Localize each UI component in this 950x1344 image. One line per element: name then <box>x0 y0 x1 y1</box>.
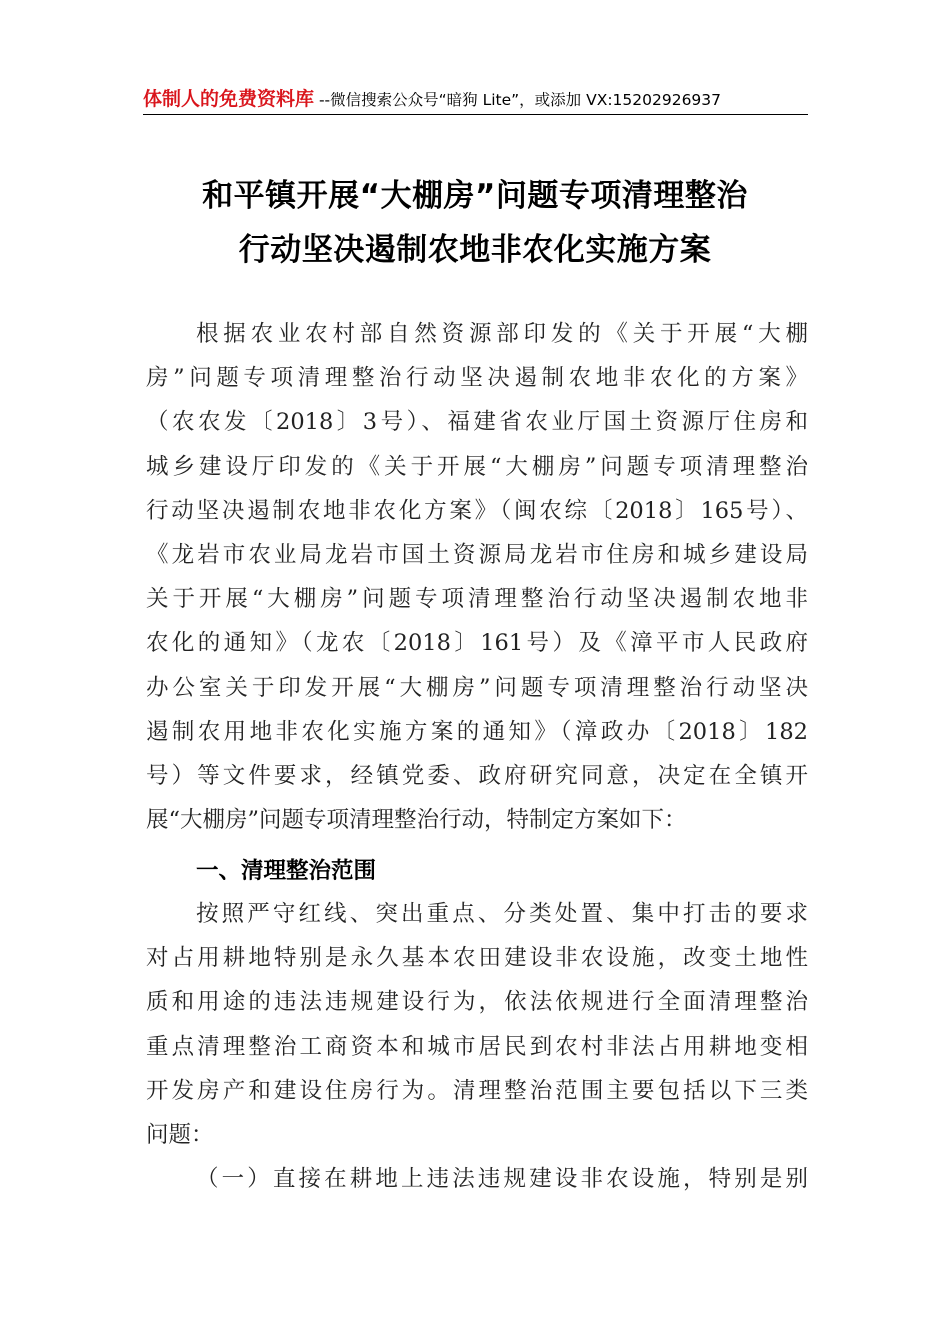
paragraph-line: 根据农业农村部自然资源部印发的《关于开展“大棚 <box>196 321 808 347</box>
paragraph-line: 展“大棚房”问题专项清理整治行动，特制定方案如下： <box>146 807 687 834</box>
paragraph-line: 问题： <box>146 1121 214 1148</box>
paragraph-line: 行动坚决遏制农地非农化方案》（闽农综〔2018〕165号）、 <box>146 497 808 524</box>
intro-paragraph <box>146 312 808 842</box>
page-header <box>143 84 808 115</box>
section-1-paragraph <box>146 892 808 1201</box>
paragraph-line: 号）等文件要求，经镇党委、政府研究同意，决定在全镇开 <box>146 762 808 789</box>
paragraph-line: （农农发〔2018〕3号）、福建省农业厅国土资源厅住房和 <box>146 409 808 436</box>
paragraph-line: 《龙岩市农业局龙岩市国土资源局龙岩市住房和城乡建设局 <box>146 541 808 568</box>
paragraph-line: 对占用耕地特别是永久基本农田建设非农设施，改变土地性 <box>146 945 808 972</box>
header-brand: 体制人的免费资料库 <box>143 88 315 110</box>
paragraph-line: 房”问题专项清理整治行动坚决遏制农地非农化的方案》 <box>146 365 808 392</box>
paragraph-line: 办公室关于印发开展“大棚房”问题专项清理整治行动坚决 <box>146 674 808 701</box>
paragraph-line: 开发房产和建设住房行为。清理整治范围主要包括以下三类 <box>146 1077 808 1104</box>
paragraph-line: 遏制农用地非农化实施方案的通知》（漳政办〔2018〕182 <box>146 718 808 745</box>
paragraph-line: 关于开展“大棚房”问题专项清理整治行动坚决遏制农地非 <box>146 586 808 613</box>
paragraph-line: 质和用途的违法违规建设行为，依法依规进行全面清理整治 <box>146 989 808 1016</box>
header-contact: --微信搜索公众号“暗狗 Lite”，或添加 VX:15202926937 <box>314 91 722 109</box>
paragraph-line: 农化的通知》（龙农〔2018〕161号）及《漳平市人民政府 <box>146 630 808 657</box>
paragraph-line: 重点清理整治工商资本和城市居民到农村非法占用耕地变相 <box>146 1033 808 1060</box>
paragraph-line: 按照严守红线、突出重点、分类处置、集中打击的要求 <box>196 901 808 927</box>
document-title-line-2: 行动坚决遏制农地非农化实施方案 <box>238 232 712 268</box>
document-title-line-1: 和平镇开展“大棚房”问题专项清理整治 <box>202 178 748 214</box>
list-item-1-line: （一）直接在耕地上违法违规建设非农设施，特别是别 <box>196 1166 808 1193</box>
paragraph-line: 城乡建设厅印发的《关于开展“大棚房”问题专项清理整治 <box>146 453 808 480</box>
section-heading-1: 一、清理整治范围 <box>196 858 377 884</box>
